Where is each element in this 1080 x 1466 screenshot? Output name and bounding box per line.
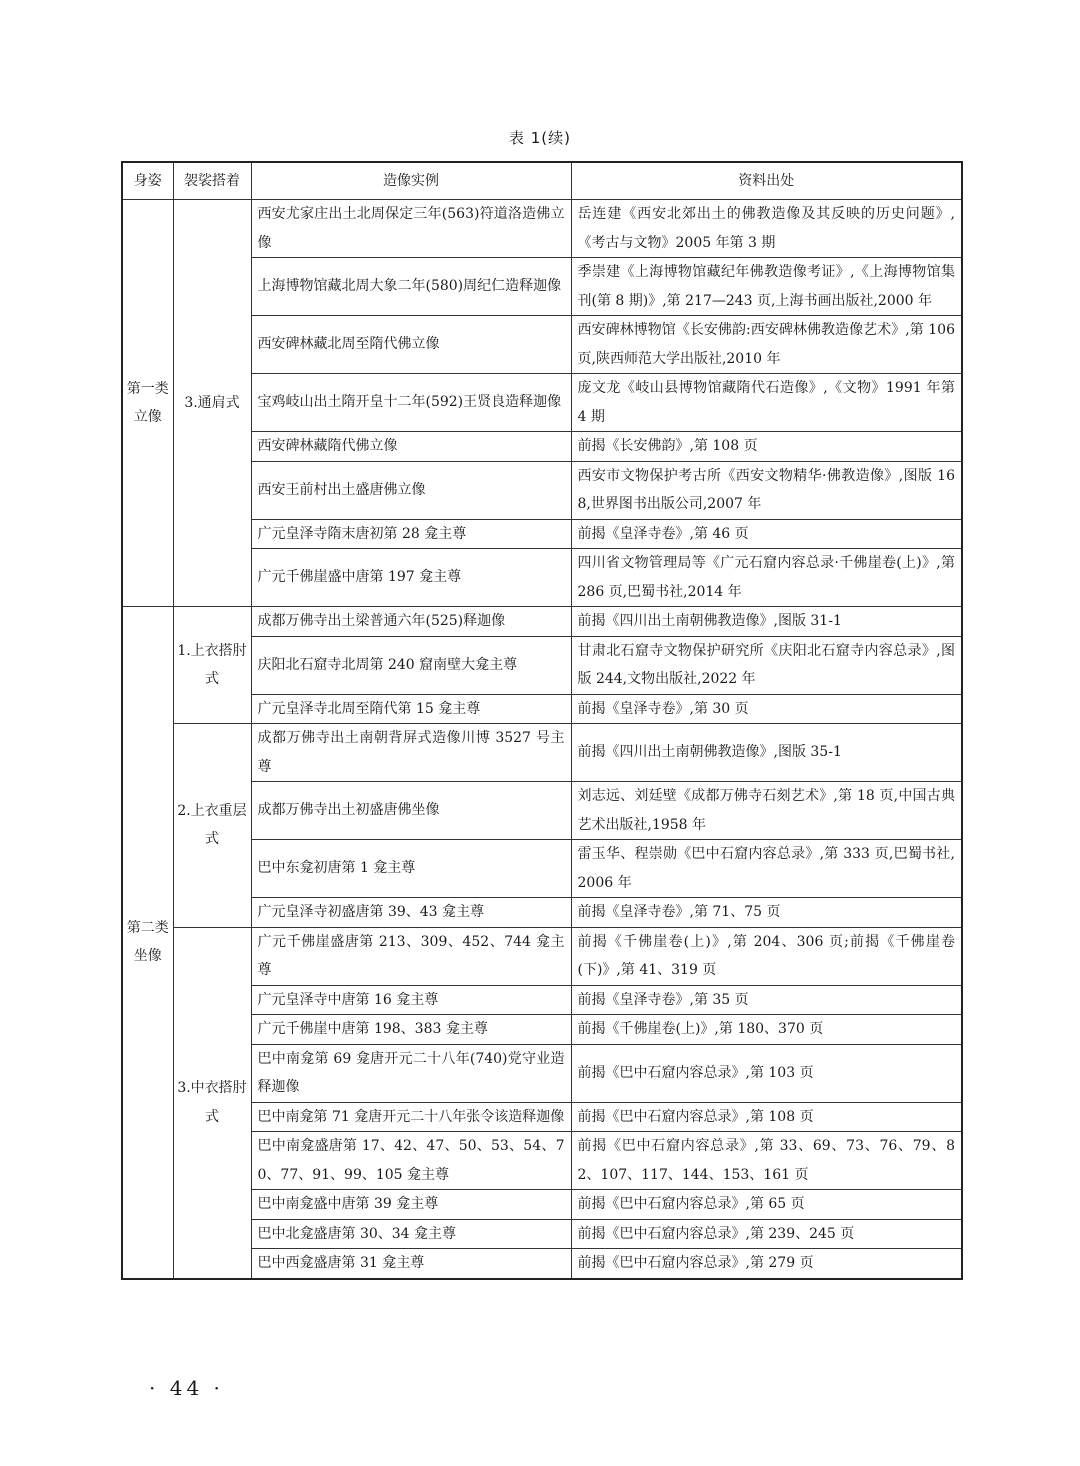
table-row bbox=[122, 724, 962, 782]
source-cell: 前揭《千佛崖卷(上)》,第 204、306 页;前揭《千佛崖卷(下)》,第 41、319 页 bbox=[571, 927, 962, 985]
type-upper-robe-layered: 2.上衣重层式 bbox=[173, 724, 251, 928]
type-middle-robe-elbow: 3.中衣搭肘式 bbox=[173, 927, 251, 1279]
example-cell: 成都万佛寺出土南朝背屏式造像川博 3527 号主尊 bbox=[251, 724, 571, 782]
source-cell: 甘肃北石窟寺文物保护研究所《庆阳北石窟寺内容总录》,图版 244,文物出版社,2022 年 bbox=[571, 636, 962, 694]
example-cell: 巴中南龛盛中唐第 39 龛主尊 bbox=[251, 1190, 571, 1220]
example-cell: 巴中西龛盛唐第 31 龛主尊 bbox=[251, 1249, 571, 1279]
source-cell: 前揭《皇泽寺卷》,第 46 页 bbox=[571, 519, 962, 549]
example-cell: 广元皇泽寺中唐第 16 龛主尊 bbox=[251, 985, 571, 1015]
table-caption: 表 1(续) bbox=[508, 129, 572, 147]
example-cell: 西安碑林藏北周至隋代佛立像 bbox=[251, 316, 571, 374]
example-cell: 成都万佛寺出土梁普通六年(525)释迦像 bbox=[251, 607, 571, 637]
header-example: 造像实例 bbox=[251, 162, 571, 200]
source-cell: 前揭《巴中石窟内容总录》,第 65 页 bbox=[571, 1190, 962, 1220]
source-cell: 前揭《四川出土南朝佛教造像》,图版 31-1 bbox=[571, 607, 962, 637]
data-table bbox=[121, 161, 963, 1280]
example-cell: 广元千佛崖中唐第 198、383 龛主尊 bbox=[251, 1015, 571, 1045]
source-cell: 岳连建《西安北郊出土的佛教造像及其反映的历史问题》,《考古与文物》2005 年第 3 期 bbox=[571, 200, 962, 258]
example-cell: 广元千佛崖盛中唐第 197 龛主尊 bbox=[251, 549, 571, 607]
table-row bbox=[122, 200, 962, 258]
example-cell: 上海博物馆藏北周大象二年(580)周纪仁造释迦像 bbox=[251, 258, 571, 316]
source-cell: 前揭《皇泽寺卷》,第 71、75 页 bbox=[571, 898, 962, 928]
header-source: 资料出处 bbox=[571, 162, 962, 200]
source-cell: 前揭《千佛崖卷(上)》,第 180、370 页 bbox=[571, 1015, 962, 1045]
source-cell: 雷玉华、程崇勋《巴中石窟内容总录》,第 333 页,巴蜀书社,2006 年 bbox=[571, 840, 962, 898]
example-cell: 巴中东龛初唐第 1 龛主尊 bbox=[251, 840, 571, 898]
source-cell: 西安碑林博物馆《长安佛韵:西安碑林佛教造像艺术》,第 106 页,陕西师范大学出版社,2010 年 bbox=[571, 316, 962, 374]
example-cell: 成都万佛寺出土初盛唐佛坐像 bbox=[251, 782, 571, 840]
source-cell: 前揭《巴中石窟内容总录》,第 103 页 bbox=[571, 1044, 962, 1102]
type-tongjian: 3.通肩式 bbox=[173, 200, 251, 607]
example-cell: 西安尤家庄出土北周保定三年(563)符道洛造佛立像 bbox=[251, 200, 571, 258]
source-cell: 前揭《长安佛韵》,第 108 页 bbox=[571, 432, 962, 462]
page-number: · 44 · bbox=[149, 1376, 224, 1400]
source-cell: 季崇建《上海博物馆藏纪年佛教造像考证》,《上海博物馆集刊(第 8 期)》,第 217—243 页,上海书画出版社,2000 年 bbox=[571, 258, 962, 316]
source-cell: 庞文龙《岐山县博物馆藏隋代石造像》,《文物》1991 年第 4 期 bbox=[571, 374, 962, 432]
source-cell: 前揭《巴中石窟内容总录》,第 33、69、73、76、79、82、107、117、144、153、161 页 bbox=[571, 1132, 962, 1190]
example-cell: 巴中南龛第 71 龛唐开元二十八年张令该造释迦像 bbox=[251, 1102, 571, 1132]
example-cell: 巴中南龛第 69 龛唐开元二十八年(740)党守业造释迦像 bbox=[251, 1044, 571, 1102]
group-seated: 第二类坐像 bbox=[122, 607, 173, 1279]
example-cell: 西安碑林藏隋代佛立像 bbox=[251, 432, 571, 462]
table-row bbox=[122, 927, 962, 985]
example-cell: 广元皇泽寺北周至隋代第 15 龛主尊 bbox=[251, 694, 571, 724]
source-cell: 西安市文物保护考古所《西安文物精华·佛教造像》,图版 168,世界图书出版公司,2007 年 bbox=[571, 461, 962, 519]
source-cell: 前揭《四川出土南朝佛教造像》,图版 35-1 bbox=[571, 724, 962, 782]
header-kasaya: 袈裟搭着 bbox=[173, 162, 251, 200]
example-cell: 宝鸡岐山出土隋开皇十二年(592)王贤良造释迦像 bbox=[251, 374, 571, 432]
header-posture: 身姿 bbox=[122, 162, 173, 200]
source-cell: 刘志远、刘廷壁《成都万佛寺石刻艺术》,第 18 页,中国古典艺术出版社,1958 年 bbox=[571, 782, 962, 840]
example-cell: 庆阳北石窟寺北周第 240 窟南壁大龛主尊 bbox=[251, 636, 571, 694]
table-row bbox=[122, 607, 962, 637]
example-cell: 巴中北龛盛唐第 30、34 龛主尊 bbox=[251, 1219, 571, 1249]
type-upper-robe-elbow: 1.上衣搭肘式 bbox=[173, 607, 251, 724]
source-cell: 四川省文物管理局等《广元石窟内容总录·千佛崖卷(上)》,第 286 页,巴蜀书社,2014 年 bbox=[571, 549, 962, 607]
source-cell: 前揭《巴中石窟内容总录》,第 108 页 bbox=[571, 1102, 962, 1132]
example-cell: 广元皇泽寺隋末唐初第 28 龛主尊 bbox=[251, 519, 571, 549]
example-cell: 西安王前村出土盛唐佛立像 bbox=[251, 461, 571, 519]
source-cell: 前揭《皇泽寺卷》,第 35 页 bbox=[571, 985, 962, 1015]
source-cell: 前揭《巴中石窟内容总录》,第 279 页 bbox=[571, 1249, 962, 1279]
source-cell: 前揭《皇泽寺卷》,第 30 页 bbox=[571, 694, 962, 724]
example-cell: 广元千佛崖盛唐第 213、309、452、744 龛主尊 bbox=[251, 927, 571, 985]
group-standing: 第一类立像 bbox=[122, 200, 173, 607]
source-cell: 前揭《巴中石窟内容总录》,第 239、245 页 bbox=[571, 1219, 962, 1249]
table-header-row bbox=[122, 162, 962, 200]
example-cell: 巴中南龛盛唐第 17、42、47、50、53、54、70、77、91、99、105 龛主尊 bbox=[251, 1132, 571, 1190]
example-cell: 广元皇泽寺初盛唐第 39、43 龛主尊 bbox=[251, 898, 571, 928]
